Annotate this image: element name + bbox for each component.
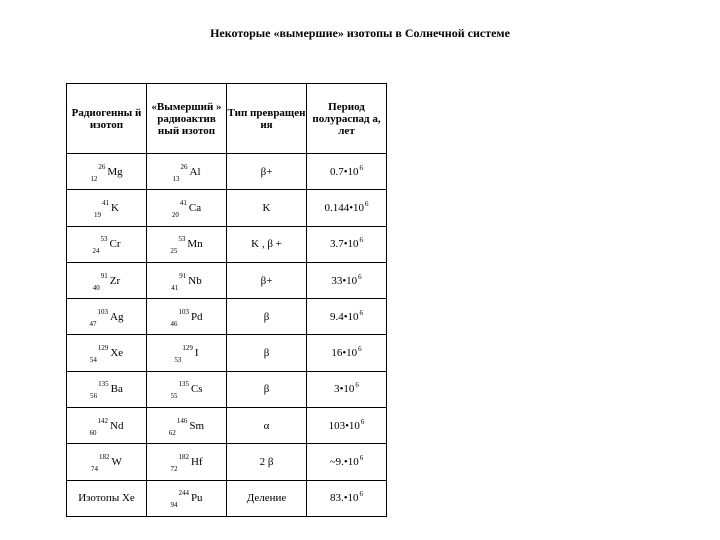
half-life-exponent: 6 xyxy=(359,236,364,245)
atomic-number: 74 xyxy=(91,465,99,474)
mass-number: 142 xyxy=(97,416,109,425)
table-row xyxy=(67,190,387,226)
decay-type-cell: β+ xyxy=(227,262,307,298)
element-symbol: Ba xyxy=(110,383,123,396)
ext-isotope-cell xyxy=(147,299,227,335)
atomic-number: 46 xyxy=(170,319,178,328)
ext-isotope-cell xyxy=(147,190,227,226)
half-life-cell xyxy=(307,371,387,407)
atomic-number: 60 xyxy=(89,428,97,437)
element-symbol: Nb xyxy=(188,274,202,287)
table-header-row xyxy=(67,84,387,154)
header-radiogenic-isotope: Радиогенны й изотоп xyxy=(67,84,147,154)
half-life-base: 83.•10 xyxy=(329,492,359,505)
half-life-exponent: 6 xyxy=(359,163,364,172)
ext-isotope xyxy=(170,235,203,256)
ext-isotope-cell xyxy=(147,371,227,407)
half-life-base: 33•10 xyxy=(331,274,358,287)
half-life-cell xyxy=(307,262,387,298)
rad-isotope xyxy=(91,453,122,474)
element-symbol: Nd xyxy=(110,419,124,432)
half-life-cell xyxy=(307,190,387,226)
element-symbol: Sm xyxy=(189,419,205,432)
half-life-exponent: 6 xyxy=(360,417,365,426)
half-life-base: 3.7•10 xyxy=(329,238,359,251)
ext-isotope xyxy=(171,198,202,219)
rad-isotope-cell xyxy=(67,154,147,190)
mass-number: 26 xyxy=(98,162,106,171)
atomic-number: 19 xyxy=(94,210,102,219)
half-life-value xyxy=(331,347,361,359)
half-life-cell xyxy=(307,480,387,516)
atomic-number: 25 xyxy=(170,247,178,256)
atomic-number: 47 xyxy=(89,319,97,328)
rad-isotope-cell xyxy=(67,444,147,480)
rad-isotope xyxy=(92,271,121,292)
ext-isotope-cell xyxy=(147,226,227,262)
element-symbol: Ca xyxy=(188,201,202,214)
half-life-exponent: 6 xyxy=(359,454,364,463)
ext-isotope xyxy=(172,162,201,183)
atomic-number: 94 xyxy=(170,501,178,510)
half-life-exponent: 6 xyxy=(359,490,364,499)
rad-isotope-cell xyxy=(67,190,147,226)
ext-isotope-cell xyxy=(147,444,227,480)
rad-isotope xyxy=(89,416,124,437)
half-life-value xyxy=(331,272,362,287)
half-life-base: 3•10 xyxy=(334,383,355,396)
table-row xyxy=(67,335,387,371)
element-symbol: Mg xyxy=(107,165,123,178)
table-row xyxy=(67,299,387,335)
decay-type-cell: K xyxy=(227,190,307,226)
mass-number: 129 xyxy=(182,344,193,353)
atomic-number: 20 xyxy=(171,210,179,219)
atomic-number: 12 xyxy=(90,174,98,183)
ext-isotope xyxy=(174,344,199,365)
header-extinct-isotope: «Вымерший » радиоактив ный изотоп xyxy=(147,84,227,154)
isotope-table xyxy=(66,83,387,517)
mass-number: 135 xyxy=(178,380,189,389)
element-symbol: I xyxy=(194,347,199,360)
element-symbol: Cs xyxy=(190,383,203,396)
half-life-base: 0.7•10 xyxy=(329,165,359,178)
half-life-value xyxy=(324,199,369,214)
rad-isotope xyxy=(90,380,123,401)
element-symbol: Hf xyxy=(190,456,203,469)
half-life-value xyxy=(329,163,364,178)
half-life-base: 103•10 xyxy=(328,419,360,432)
atomic-number: 54 xyxy=(89,356,97,365)
table-row xyxy=(67,371,387,407)
rad-isotope-cell xyxy=(67,262,147,298)
table-row xyxy=(67,408,387,444)
mass-number: 129 xyxy=(97,344,109,353)
header-half-life: Период полураспад а, лет xyxy=(307,84,387,154)
table-row xyxy=(67,262,387,298)
half-life-value xyxy=(330,238,363,250)
half-life-value xyxy=(328,417,365,432)
ext-isotope-cell xyxy=(147,335,227,371)
half-life-value xyxy=(330,456,364,468)
half-life-value xyxy=(330,492,363,504)
rad-isotope-cell xyxy=(67,335,147,371)
half-life-base: 0.144•10 xyxy=(324,201,365,214)
ext-isotope-cell xyxy=(147,154,227,190)
half-life-cell xyxy=(307,226,387,262)
ext-isotope-cell xyxy=(147,262,227,298)
element-symbol: W xyxy=(111,456,122,469)
rad-isotope xyxy=(89,344,124,365)
element-symbol: Pu xyxy=(190,492,203,505)
element-symbol: K xyxy=(111,201,119,214)
half-life-cell xyxy=(307,299,387,335)
mass-number: 41 xyxy=(179,198,187,207)
mass-number: 103 xyxy=(97,307,109,316)
decay-type-cell: K , β + xyxy=(227,226,307,262)
table-row xyxy=(67,444,387,480)
decay-type-cell: β+ xyxy=(227,154,307,190)
element-symbol: Pd xyxy=(190,310,203,323)
rad-isotope xyxy=(89,307,124,328)
mass-number: 41 xyxy=(102,198,110,207)
element-symbol: Zr xyxy=(109,274,121,287)
atomic-number: 24 xyxy=(92,247,100,256)
rad-isotope-cell xyxy=(67,371,147,407)
decay-type-cell: Деление xyxy=(227,480,307,516)
half-life-cell xyxy=(307,335,387,371)
atomic-number: 40 xyxy=(92,283,100,292)
mass-number: 244 xyxy=(178,489,189,498)
ext-isotope xyxy=(168,416,205,437)
decay-type-cell: 2 β xyxy=(227,444,307,480)
element-symbol: Mn xyxy=(187,238,203,251)
mass-number: 182 xyxy=(99,453,110,462)
rad-isotope xyxy=(90,162,123,183)
table-row xyxy=(67,226,387,262)
decay-type-cell: α xyxy=(227,408,307,444)
rad-isotope-cell: Изотопы Xe xyxy=(67,480,147,516)
atomic-number: 72 xyxy=(170,465,178,474)
element-symbol: Cr xyxy=(109,238,121,251)
mass-number: 26 xyxy=(180,162,188,171)
half-life-value xyxy=(329,308,364,323)
rad-isotope-cell xyxy=(67,299,147,335)
half-life-exponent: 6 xyxy=(359,308,364,317)
element-symbol: Xe xyxy=(110,347,124,360)
rad-isotope xyxy=(92,235,121,256)
ext-isotope-cell xyxy=(147,408,227,444)
header-decay-type: Тип превращен ия xyxy=(227,84,307,154)
decay-type-cell: β xyxy=(227,335,307,371)
ext-isotope xyxy=(170,307,203,328)
half-life-exponent: 6 xyxy=(358,345,362,354)
half-life-value xyxy=(334,383,359,395)
table-row xyxy=(67,154,387,190)
half-life-cell xyxy=(307,444,387,480)
mass-number: 91 xyxy=(179,271,187,280)
half-life-cell xyxy=(307,154,387,190)
mass-number: 103 xyxy=(178,307,189,316)
half-life-base: 16•10 xyxy=(331,347,358,360)
mass-number: 53 xyxy=(178,235,186,244)
atomic-number: 55 xyxy=(170,392,178,401)
page-title: Некоторые «вымершие» изотопы в Солнечной системе xyxy=(210,26,510,40)
half-life-exponent: 6 xyxy=(358,272,362,281)
table-row xyxy=(67,480,387,516)
half-life-base: 9.4•10 xyxy=(329,310,359,323)
atomic-number: 41 xyxy=(171,283,179,292)
ext-isotope xyxy=(171,271,202,292)
atomic-number: 56 xyxy=(90,392,98,401)
rad-isotope-cell xyxy=(67,408,147,444)
element-symbol: Ag xyxy=(110,310,124,323)
half-life-base: ~9.•10 xyxy=(329,456,359,469)
ext-isotope xyxy=(170,453,203,474)
atomic-number: 62 xyxy=(168,428,176,437)
element-symbol: Al xyxy=(189,165,201,178)
decay-type-cell: β xyxy=(227,299,307,335)
rad-isotope xyxy=(94,198,119,219)
mass-number: 53 xyxy=(100,235,108,244)
rad-isotope-cell xyxy=(67,226,147,262)
ext-isotope xyxy=(170,489,203,510)
half-life-cell xyxy=(307,408,387,444)
atomic-number: 53 xyxy=(174,356,182,365)
atomic-number: 13 xyxy=(172,174,180,183)
mass-number: 135 xyxy=(98,380,109,389)
half-life-exponent: 6 xyxy=(355,381,359,390)
ext-isotope xyxy=(170,380,203,401)
mass-number: 91 xyxy=(100,271,108,280)
decay-type-cell: β xyxy=(227,371,307,407)
ext-isotope-cell xyxy=(147,480,227,516)
mass-number: 146 xyxy=(176,416,188,425)
half-life-exponent: 6 xyxy=(365,199,369,208)
mass-number: 182 xyxy=(178,453,189,462)
